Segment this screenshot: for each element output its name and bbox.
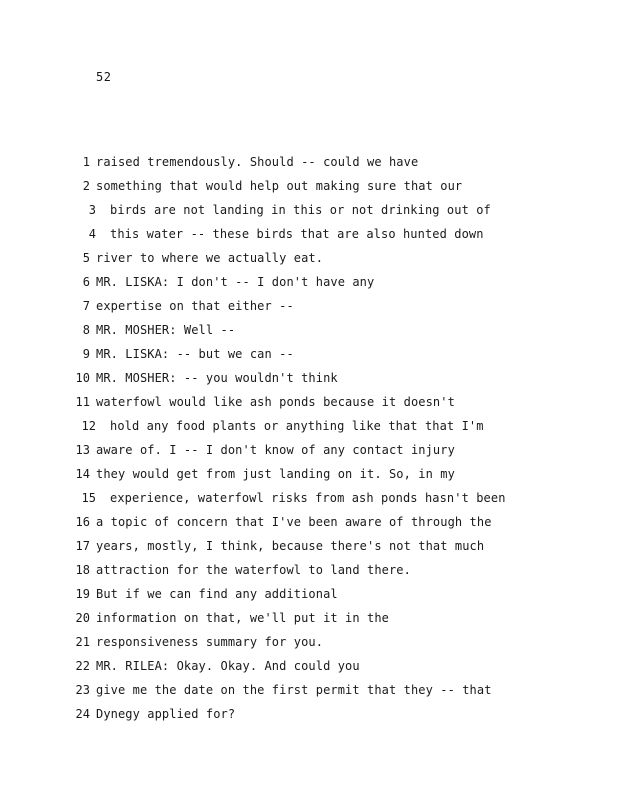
transcript-line — [0, 222, 618, 246]
line-number: 3 — [88, 203, 96, 217]
line-text: birds are not landing in this or not drinking out of — [110, 203, 491, 217]
line-text: years, mostly, I think, because there's not that much — [96, 539, 485, 553]
line-text: aware of. I -- I don't know of any contact injury — [96, 443, 455, 457]
transcript-line — [0, 246, 618, 270]
line-text: river to where we actually eat. — [96, 251, 324, 265]
line-text: MR. LISKA: -- but we can -- — [96, 347, 294, 361]
line-number: 21 — [75, 635, 90, 649]
line-text: give me the date on the first permit that they -- that — [96, 683, 492, 697]
line-text: a topic of concern that I've been aware of through the — [96, 515, 492, 529]
line-number: 16 — [75, 515, 90, 529]
line-number: 4 — [88, 227, 96, 241]
transcript-line — [0, 654, 618, 678]
transcript-line — [0, 678, 618, 702]
line-number: 17 — [75, 539, 90, 553]
line-number: 22 — [75, 659, 90, 673]
transcript-line — [0, 270, 618, 294]
transcript-line — [0, 438, 618, 462]
line-number: 23 — [75, 683, 90, 697]
line-text: attraction for the waterfowl to land there. — [96, 563, 411, 577]
line-number: 7 — [82, 299, 90, 313]
transcript-line — [0, 198, 618, 222]
line-number: 2 — [82, 179, 90, 193]
transcript-line — [0, 582, 618, 606]
transcript-lines — [0, 150, 618, 726]
line-text: information on that, we'll put it in the — [96, 611, 389, 625]
line-text: something that would help out making sure that our — [96, 179, 463, 193]
transcript-line — [0, 366, 618, 390]
line-text: MR. MOSHER: -- you wouldn't think — [96, 371, 338, 385]
line-text: MR. MOSHER: Well -- — [96, 323, 236, 337]
line-text: hold any food plants or anything like that that I'm — [110, 419, 484, 433]
transcript-line — [0, 510, 618, 534]
line-text: they would get from just landing on it. So, in my — [96, 467, 455, 481]
line-number: 19 — [75, 587, 90, 601]
line-number: 6 — [82, 275, 90, 289]
transcript-line — [0, 414, 618, 438]
transcript-line — [0, 606, 618, 630]
transcript-line — [0, 318, 618, 342]
line-text: Dynegy applied for? — [96, 707, 236, 721]
line-number: 18 — [75, 563, 90, 577]
line-number: 20 — [75, 611, 90, 625]
line-number: 12 — [81, 419, 96, 433]
line-number: 11 — [75, 395, 90, 409]
transcript-line — [0, 702, 618, 726]
line-number: 1 — [82, 155, 90, 169]
line-number: 10 — [75, 371, 90, 385]
line-text: expertise on that either -- — [96, 299, 294, 313]
transcript-line — [0, 486, 618, 510]
line-text: waterfowl would like ash ponds because it doesn't — [96, 395, 455, 409]
line-number: 24 — [75, 707, 90, 721]
line-number: 14 — [75, 467, 90, 481]
line-text: this water -- these birds that are also hunted down — [110, 227, 484, 241]
line-text: responsiveness summary for you. — [96, 635, 324, 649]
transcript-line — [0, 342, 618, 366]
transcript-line — [0, 630, 618, 654]
transcript-line — [0, 174, 618, 198]
line-number: 9 — [82, 347, 90, 361]
line-number: 13 — [75, 443, 90, 457]
transcript-line — [0, 462, 618, 486]
transcript-line — [0, 150, 618, 174]
line-number: 5 — [82, 251, 90, 265]
line-text: raised tremendously. Should -- could we have — [96, 155, 419, 169]
transcript-line — [0, 558, 618, 582]
line-text: MR. RILEA: Okay. Okay. And could you — [96, 659, 360, 673]
page-number: 52 — [96, 70, 112, 84]
line-text: But if we can find any additional — [96, 587, 338, 601]
transcript-line — [0, 294, 618, 318]
line-number: 8 — [82, 323, 90, 337]
line-number: 15 — [81, 491, 96, 505]
line-text: MR. LISKA: I don't -- I don't have any — [96, 275, 375, 289]
line-text: experience, waterfowl risks from ash ponds hasn't been — [110, 491, 506, 505]
transcript-line — [0, 534, 618, 558]
transcript-line — [0, 390, 618, 414]
